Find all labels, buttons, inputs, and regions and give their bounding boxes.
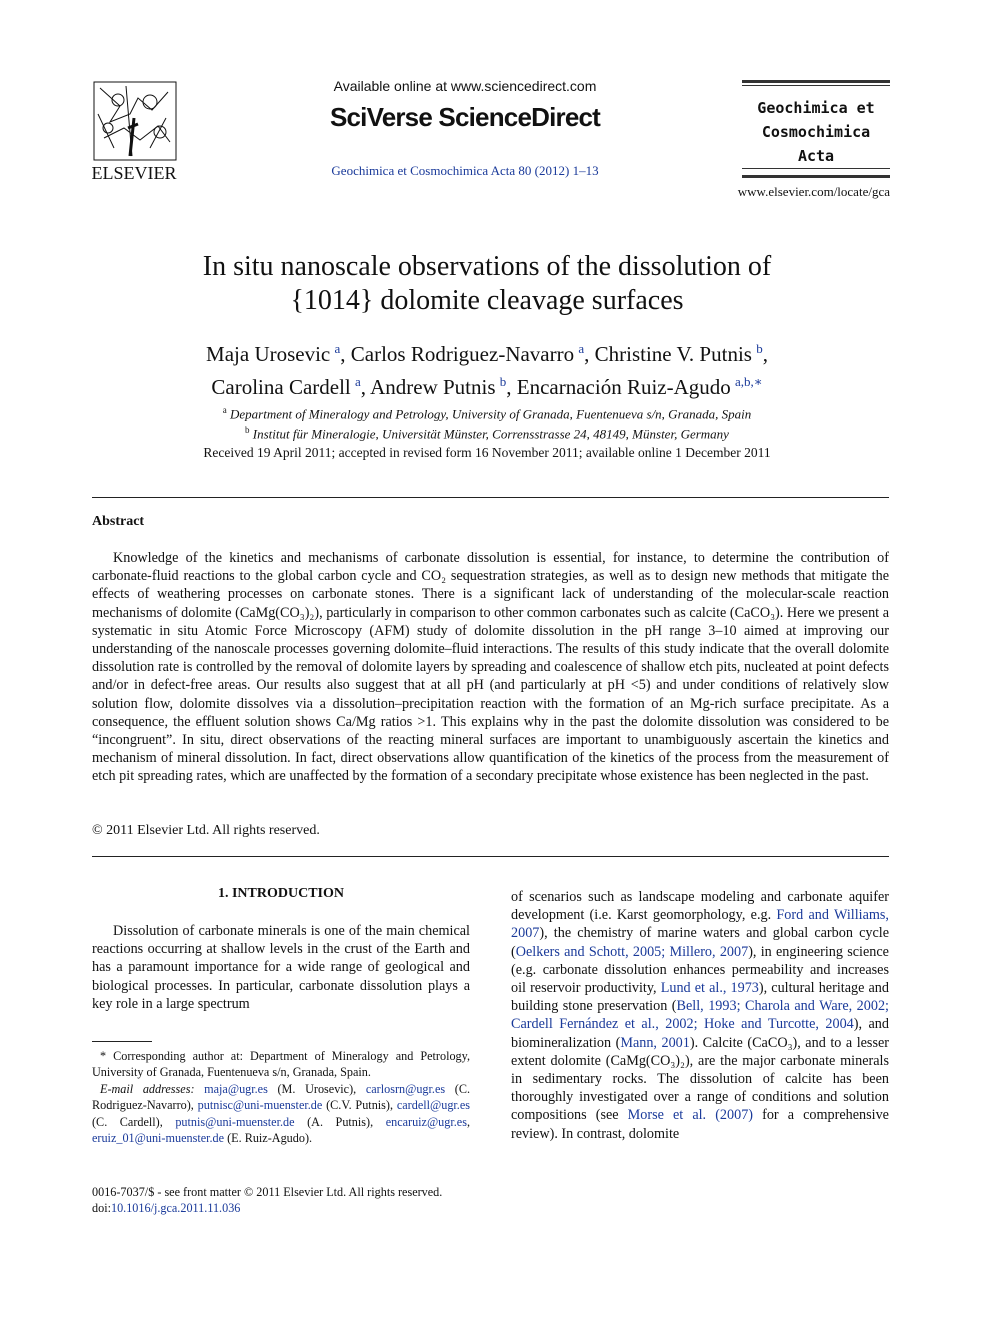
issn-line: 0016-7037/$ - see front matter © 2011 Elsevier Ltd. All rights reserved. xyxy=(92,1185,443,1199)
journal-url[interactable]: www.elsevier.com/locate/gca xyxy=(737,184,890,199)
affiliation-b: $^b$ Institut für Mineralogie, Universität Münster, Corrensstrasse 24, 48149, Münster, Germany xyxy=(245,425,729,442)
platform-name: SciVerse ScienceDirect xyxy=(329,102,601,132)
footnote xyxy=(92,1048,470,1146)
author-list: Maja Urosevic $^a$, Carlos Rodriguez-Navarro $^a$, Christine V. Putnis $^b$, Carolina Cardell $^a$, Andrew Putnis $^b$, Encarnación Ruiz-Agudo $^{a,b,∗}$ xyxy=(206,341,768,399)
doi-line: doi:10.1016/j.gca.2011.11.036 xyxy=(92,1201,241,1216)
abstract-text: Knowledge of the kinetics and mechanisms of carbonate dissolution is essential, for instance, to determine the contribution of carbonate-fluid reactions to the global carbon cycle and CO₂ sequestration strategies, as well as to design new methods that mitigate the effects of weathering processes on carbonate stones. There is a significant lack of understanding of the molecular-scale reaction mechanisms of dolomite (CaMg(CO₃)₂), particularly in comparison to other common carbonates such as calcite (CaCO₃). Here we present a systematic in situ Atomic Force Microscopy (AFM) study of dolomite dissolution in the pH range 3–10 aimed at improving our understanding of the nanoscale processes governing dolomite–fluid interactions. The results of this study indicate that the overall dolomite dissolution rate is controlled by the removal of dolomite layers by spreading and coalescence of shallow etch pits, nucleated at point defects and/or in defect-free areas. Our results also suggest that at all pH (and particularly at pH <5) and under conditions of relatively slow solution flow, dolomite dissolves via a dissolution–precipitation reaction with the formation of an Mg-rich surface precipitate. As a consequence, the effluent solution shows Ca/Mg ratios >1. This explains why in the past the dolomite dissolution was considered to be “incongruent”. In situ, direct observations of the reacting mineral surfaces are important to unambiguously ascertain the kinetics and mechanism of mineral dissolution. In fact, direct observations allow quantification of the kinetics of the process from the measurement of etch pit spreading rates, which are unaffected by the formation of a secondary precipitate whose existence has been neglected in the past. xyxy=(92,550,889,785)
citation-link[interactable]: Lund et al., 1973 xyxy=(660,980,759,997)
email-link[interactable]: putnis@uni-muenster.de xyxy=(175,1114,295,1129)
body-text: ), cultural heritage and building stone preservation ( xyxy=(511,980,889,1015)
author-affiliation-marker: a xyxy=(354,374,361,389)
affiliation-a: $^a$ Department of Mineralogy and Petrology, University of Granada, Fuentenueva s/n, Granada, Spain xyxy=(222,405,752,422)
journal-reference-link[interactable]: Geochimica et Cosmochimica Acta 80 (2012) 1–13 xyxy=(331,163,599,178)
title-line-1: In situ nanoscale observations of the dissolution of xyxy=(202,251,772,282)
corresponding-author: * Corresponding author at: Department of Mineralogy and Petrology, University of Granada, Fuentenueva s/n, Granada, Spain. xyxy=(92,1049,470,1080)
footnote-rule xyxy=(92,1041,152,1042)
body-text: ), the chemistry of marine waters and global carbon cycle ( xyxy=(511,925,889,960)
elsevier-wordmark: ELSEVIER xyxy=(91,163,177,182)
author-affiliation-marker: b xyxy=(756,341,763,356)
author-name: Maja Urosevic xyxy=(206,342,331,366)
citation-link[interactable]: Bell, 1993; Charola and Ware, 2002; Cardell Fernández et al., 2002; Hoke and Turcotte, 2004 xyxy=(511,998,889,1033)
email-link[interactable]: encaruiz@ugr.es xyxy=(385,1114,467,1129)
email-addresses: E-mail addresses: maja@ugr.es (M. Urosevic), carlosrn@ugr.es (C. Rodriguez-Navarro), putnisc@uni-muenster.de (C.V. Putnis), cardell@ugr.es (C. Cardell), putnis@uni-muenster.de (A. Putnis), encaruiz@ugr.es, eruiz_01@uni-muenster.de (E. Ruiz-Agudo). xyxy=(92,1081,470,1146)
body-text: ), in engineering science (e.g. carbonate dissolution enhances permeability and increases oil reservoir productivity, xyxy=(511,943,889,997)
article-dates: Received 19 April 2011; accepted in revised form 16 November 2011; available online 1 December 2011 xyxy=(203,445,771,460)
divider-top xyxy=(92,497,889,498)
author-affiliation-marker: a,b,∗ xyxy=(734,374,763,389)
author-name: Encarnación Ruiz-Agudo xyxy=(516,375,731,399)
copyright: © 2011 Elsevier Ltd. All rights reserved. xyxy=(92,823,320,838)
citation-link[interactable]: Morse et al. (2007) xyxy=(627,1107,754,1124)
author-affiliation-marker: a xyxy=(578,341,585,356)
affiliations xyxy=(92,402,882,443)
email-label: E-mail addresses: xyxy=(100,1081,205,1096)
email-link[interactable]: carlosrn@ugr.es xyxy=(365,1081,446,1096)
author-name: Carlos Rodriguez-Navarro xyxy=(350,342,575,366)
body-text: for a comprehensive review). In contrast, dolomite xyxy=(511,1107,889,1142)
email-link[interactable]: eruiz_01@uni-muenster.de xyxy=(92,1131,225,1146)
abstract-heading: Abstract xyxy=(92,514,145,529)
available-online: Available online at www.sciencedirect.com xyxy=(333,78,597,94)
article-title xyxy=(92,250,882,318)
elsevier-logo xyxy=(80,78,188,182)
author-affiliation-marker: a xyxy=(334,341,341,356)
body-text: ). Calcite (CaCO₃), and to a lesser extent dolomite (CaMg(CO₃)₂), are the major carbonate minerals in sedimentary rocks. The dissolution of calcite has been thoroughly investigated over a range of conditions and solution compositions (see xyxy=(511,1034,889,1124)
journal-title: Geochimica et Cosmochimica Acta xyxy=(757,99,875,165)
body-text: ), and biomineralization ( xyxy=(511,1016,889,1051)
author-name: Christine V. Putnis xyxy=(594,342,752,366)
section-heading-introduction: 1. INTRODUCTION xyxy=(217,886,344,901)
citation-link[interactable]: Mann, 2001 xyxy=(620,1034,690,1051)
intro-left-column: Dissolution of carbonate minerals is one of the main chemical reactions occurring at shallow levels in the crust of the Earth and has a paramount importance for a wide range of geological and biological processes. In particular, carbonate dissolution plays a key role in a large spectrum xyxy=(92,923,470,1012)
email-link[interactable]: maja@ugr.es xyxy=(204,1081,268,1096)
author-affiliation-marker: b xyxy=(499,374,507,389)
citation-link[interactable]: Ford and Williams, 2007 xyxy=(511,907,889,942)
bottom-matter xyxy=(92,1184,512,1217)
intro-right-column xyxy=(511,888,889,1143)
author-name: Carolina Cardell xyxy=(211,375,351,399)
title-line-2: {1014} dolomite cleavage surfaces xyxy=(290,285,684,316)
divider-bottom xyxy=(92,856,889,857)
email-link[interactable]: cardell@ugr.es xyxy=(396,1098,470,1113)
body-text: of scenarios such as landscape modeling and carbonate aquifer development (i.e. Karst geomorphology, e.g. xyxy=(511,889,889,924)
doi-link[interactable]: 10.1016/j.gca.2011.11.036 xyxy=(110,1201,241,1216)
citation-link[interactable]: Oelkers and Schott, 2005; Millero, 2007 xyxy=(515,943,749,960)
author-name: Andrew Putnis xyxy=(370,375,496,399)
email-link[interactable]: putnisc@uni-muenster.de xyxy=(197,1098,323,1113)
